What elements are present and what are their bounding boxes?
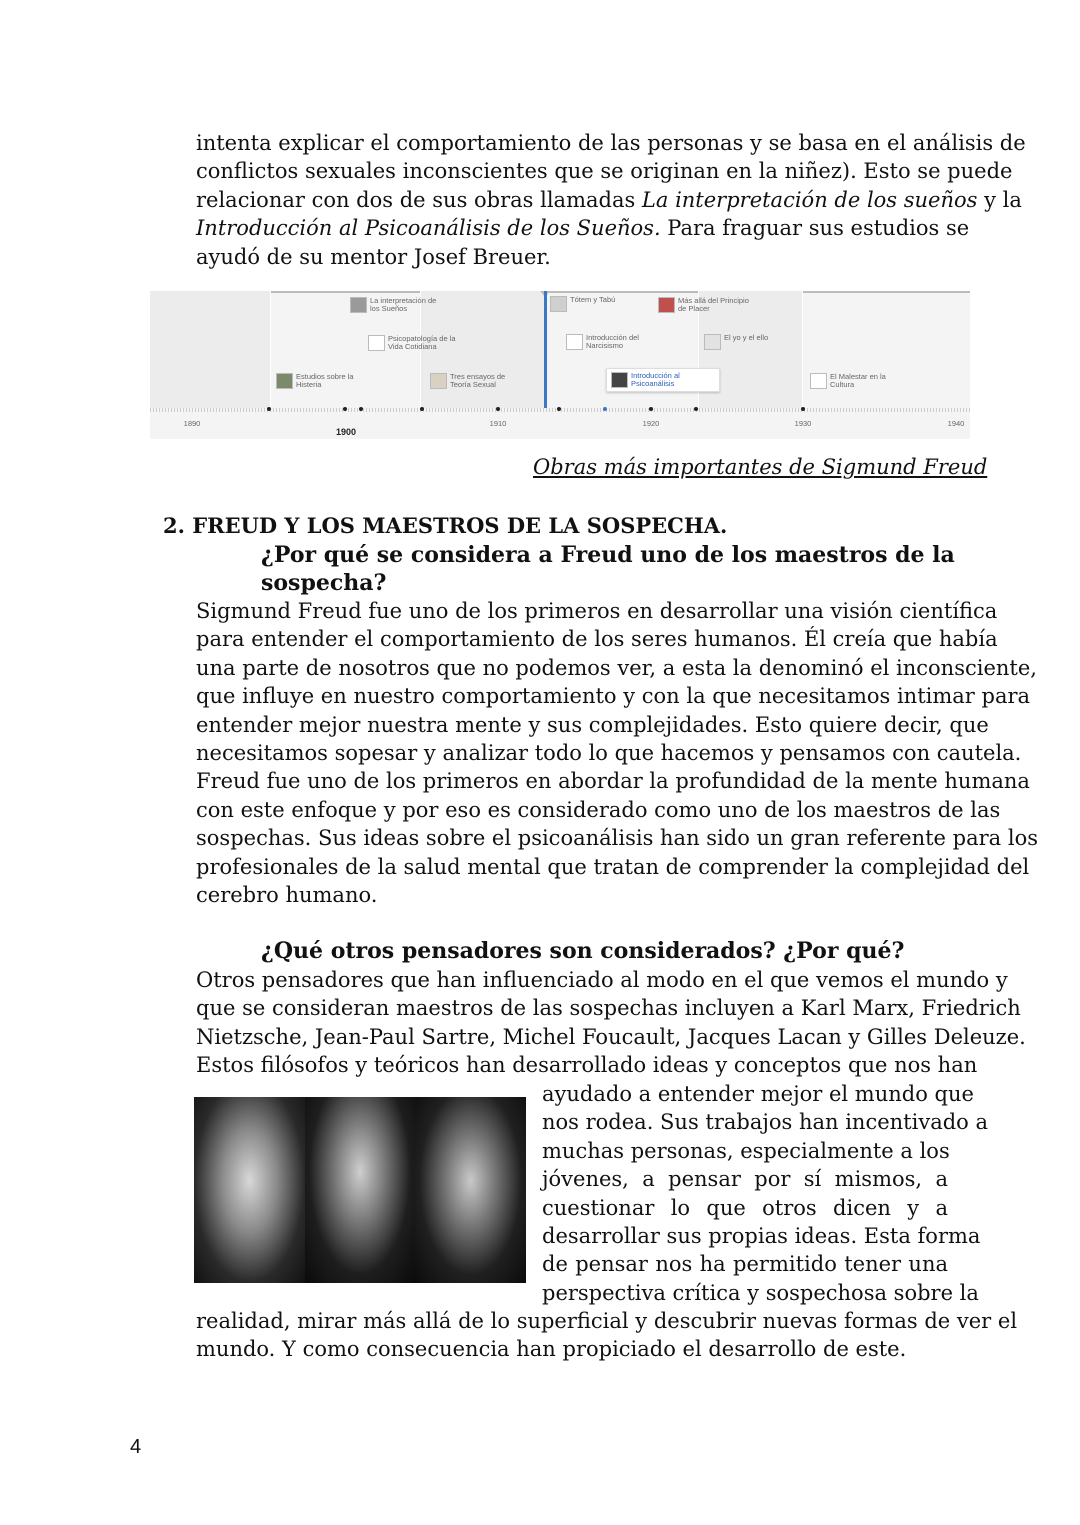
text-line: Nietzsche, Jean-Paul Sartre, Michel Foucault, Jacques Lacan y Gilles Deleuze. [196, 1024, 1026, 1049]
text-line: relacionar con dos de sus obras llamadas La interpretación de los sueños y la [196, 187, 1022, 212]
timeline-event[interactable]: El yo y el ello [704, 334, 768, 350]
text-line: intenta explicar el comportamiento de las personas y se basa en el análisis de [196, 131, 1026, 155]
book-thumbnail-icon [550, 296, 567, 312]
book-thumbnail-icon [704, 334, 721, 350]
timeline-event[interactable]: Introducción del Narcisismo [566, 334, 639, 350]
text-line: perspectiva crítica y sospechosa sobre la [542, 1280, 979, 1305]
portrait-center [305, 1097, 416, 1283]
wrapped-paragraph [542, 1080, 988, 1307]
text-line: nos rodea. Sus trabajos han incentivado a [542, 1110, 988, 1135]
book-thumbnail-icon [566, 334, 583, 350]
timeline-year-label: 1920 [642, 419, 660, 428]
answer-paragraph [196, 597, 1038, 909]
book-thumbnail-icon [430, 373, 447, 389]
text-line: necesitamos sopesar y analizar todo lo que hacemos y pensamos con cautela. [196, 740, 1022, 765]
text-line: Sigmund Freud fue uno de los primeros en desarrollar una visión científica [196, 599, 998, 623]
timeline-year-label: 1940 [947, 419, 965, 428]
book-thumbnail-icon [276, 373, 293, 389]
timeline-event[interactable]: Psicopatología de la Vida Cotidiana [368, 335, 456, 351]
text-line: una parte de nosotros que no podemos ver, a esta la denominó el inconsciente, [196, 655, 1037, 680]
text-line: mundo. Y como consecuencia han propiciado el desarrollo de este. [196, 1337, 907, 1362]
timeline-event[interactable]: La interpretación de los Sueños [350, 297, 436, 313]
timeline-event[interactable]: Tótem y Tabú [550, 296, 615, 312]
page-number: 4 [130, 1436, 142, 1458]
portrait-right [415, 1097, 526, 1283]
book-title: La interpretación de los sueños [641, 187, 978, 212]
text-line: cuestionar lo que otros dicen y a [542, 1195, 948, 1220]
text-line: realidad, mirar más allá de lo superficial y descubrir nuevas formas de ver el [196, 1309, 1018, 1333]
text-line: desarrollar sus propias ideas. Esta forma [542, 1223, 981, 1248]
answer-paragraph [196, 966, 1026, 1080]
timeline-cursor[interactable] [544, 291, 547, 409]
timeline-year-label: 1910 [489, 419, 507, 428]
book-thumbnail-icon [658, 297, 675, 313]
section-heading: 2. FREUD Y LOS MAESTROS DE LA SOSPECHA. [163, 513, 728, 538]
timeline-year-label: 1930 [794, 419, 812, 428]
question-heading: ¿Qué otros pensadores son considerados? ¿Por qué? [261, 938, 905, 964]
text-line: sospechas. Sus ideas sobre el psicoanálisis han sido un gran referente para los [196, 826, 1038, 851]
text-line: profesionales de la salud mental que tratan de comprender la complejidad del [196, 854, 1030, 879]
timeline-event[interactable]: Tres ensayos de Teoría Sexual [430, 373, 505, 389]
text-line: de pensar nos ha permitido tener una [542, 1252, 948, 1277]
book-title: Introducción al Psicoanálisis de los Sueños. [196, 216, 661, 241]
book-thumbnail-icon [810, 373, 827, 389]
text-line: que se consideran maestros de las sospechas incluyen a Karl Marx, Friedrich [196, 996, 1021, 1021]
timeline-year-label: 1890 [183, 419, 201, 428]
question-heading: ¿Por qué se considera a Freud uno de los maestros de la sospecha? [261, 542, 955, 597]
answer-paragraph-end [196, 1307, 1018, 1364]
text-line: para entender el comportamiento de los seres humanos. Él creía que había [196, 627, 998, 652]
text-line: Estos filósofos y teóricos han desarrollado ideas y conceptos que nos han [196, 1053, 978, 1078]
text-line: con este enfoque y por eso es considerado como uno de los maestros de las [196, 797, 1001, 822]
timeline-event[interactable]: Más allá del Principio de Placer [658, 297, 749, 313]
timeline-event[interactable]: Estudios sobre la Histeria [276, 373, 354, 389]
thinkers-portrait-photo [194, 1097, 526, 1283]
text-line: Otros pensadores que han influenciado al modo en el que vemos el mundo y [196, 968, 1008, 992]
timeline-top-border [150, 291, 970, 293]
text-line: jóvenes, a pensar por sí mismos, a [542, 1167, 948, 1192]
text-line: conflictos sexuales inconscientes que se originan en la niñez). Esto se puede [196, 159, 1013, 184]
book-thumbnail-icon [611, 372, 628, 388]
freud-works-timeline [150, 291, 970, 439]
text-line: ayudado a entender mejor el mundo que [542, 1082, 974, 1106]
portrait-left [194, 1097, 305, 1283]
text-line: entender mejor nuestra mente y sus complejidades. Esto quiere decir, que [196, 712, 989, 737]
text-line: que influye en nuestro comportamiento y con la que necesitamos intimar para [196, 684, 1031, 709]
text-line: Introducción al Psicoanálisis de los Sueños. Para fraguar sus estudios se [196, 216, 970, 241]
book-thumbnail-icon [350, 297, 367, 313]
timeline-event-selected[interactable]: Introducción al Psicoanálisis [606, 368, 720, 392]
timeline-caption: Obras más importantes de Sigmund Freud [533, 455, 988, 479]
text-line: muchas personas, especialmente a los [542, 1138, 950, 1163]
text-line: Freud fue uno de los primeros en abordar la profundidad de la mente humana [196, 769, 1030, 794]
intro-paragraph [196, 129, 1026, 271]
timeline-year-label: 1900 [335, 427, 357, 437]
text-line: cerebro humano. [196, 882, 378, 907]
text-line: ayudó de su mentor Josef Breuer. [196, 244, 551, 269]
timeline-event[interactable]: El Malestar en la Cultura [810, 373, 886, 389]
book-thumbnail-icon [368, 335, 385, 351]
